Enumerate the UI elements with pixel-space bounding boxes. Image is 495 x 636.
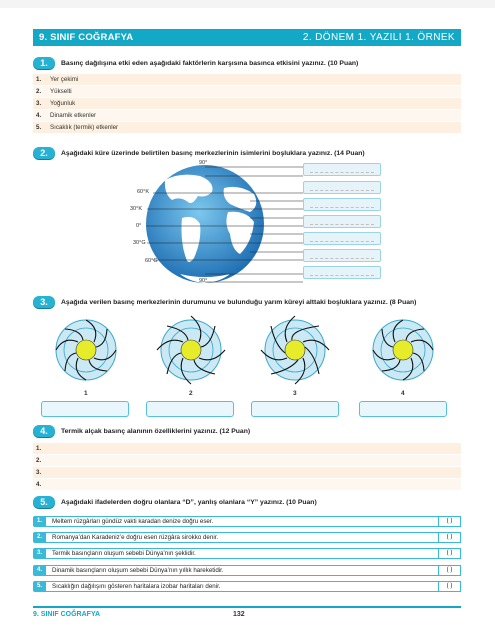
- statement-text: Sıcaklığın dağılışını gösteren haritalara izobar haritaları denir.: [46, 581, 439, 592]
- statement-number: 5.: [33, 581, 46, 592]
- statement-text: Romanya’dan Karadeniz’e doğru esen rüzgâra sirokko denir.: [46, 532, 439, 543]
- statement-text: Termik basınçların oluşum sebebi Dünya’nın şeklidir.: [46, 548, 439, 559]
- question-4: [33, 425, 250, 437]
- question-number: 5.: [33, 496, 55, 508]
- globe-figure: [120, 162, 480, 292]
- answer-blank[interactable]: [303, 215, 381, 228]
- center-label: 1: [84, 390, 88, 397]
- answer-box[interactable]: [41, 401, 129, 417]
- center-label: 4: [401, 390, 405, 397]
- lat-label: 30°K: [130, 206, 142, 212]
- page-top-strip: [0, 0, 495, 8]
- lat-label: 0°: [136, 223, 142, 229]
- statement-number: 3.: [33, 548, 46, 559]
- question-1: [33, 57, 358, 69]
- row-label: Dinamik etkenler: [50, 112, 97, 119]
- answer-box[interactable]: [146, 401, 234, 417]
- page-number: 132: [233, 611, 245, 618]
- lat-label: 90°: [199, 278, 208, 284]
- lat-label: 90°: [199, 160, 208, 166]
- statement-number: 4.: [33, 565, 46, 576]
- answer-row[interactable]: [33, 74, 461, 85]
- lat-label: 30°G: [133, 240, 146, 246]
- row-number: 5.: [36, 124, 42, 131]
- row-number: 4.: [36, 112, 42, 119]
- footer-subject: 9. SINIF COĞRAFYA: [33, 611, 101, 618]
- row-label: Yoğunluk: [50, 100, 76, 107]
- answer-row[interactable]: [33, 110, 461, 121]
- row-number: 2.: [36, 457, 42, 464]
- answer-row[interactable]: [33, 479, 461, 490]
- lat-label: 60°G: [145, 258, 158, 264]
- center-label: 3: [293, 390, 297, 397]
- answer-box[interactable]: [251, 401, 339, 417]
- answer-row[interactable]: [33, 443, 461, 454]
- row-label: Yükselti: [50, 88, 72, 95]
- question-number: 4.: [33, 425, 55, 437]
- pressure-center-3: [261, 316, 329, 384]
- statement-row: [33, 580, 461, 592]
- globe-svg: [120, 162, 480, 292]
- answer-bracket[interactable]: ( ): [439, 516, 461, 527]
- row-number: 1.: [36, 76, 42, 83]
- answer-blank[interactable]: [303, 198, 381, 211]
- answer-row[interactable]: [33, 122, 461, 133]
- pressure-center-4: [373, 320, 433, 380]
- statement-text: Dinamik basınçların oluşum sebebi Dünya’nın yıllık hareketidir.: [46, 565, 439, 576]
- answer-bracket[interactable]: ( ): [439, 532, 461, 543]
- answer-bracket[interactable]: ( ): [439, 581, 461, 592]
- pressure-center-1: [56, 320, 116, 380]
- question-text: Aşağıda verilen basınç merkezlerinin durumunu ve bulunduğu yarım küreyi alttaki boşluklara yazınız. (8 Puan): [61, 298, 417, 306]
- pressure-centers: [33, 312, 463, 422]
- question-number: 3.: [33, 296, 55, 308]
- statement-number: 1.: [33, 516, 46, 527]
- question-3: [33, 296, 416, 308]
- answer-row[interactable]: [33, 98, 461, 109]
- question-text: Aşağıdaki ifadelerden doğru olanlara “D”, yanlış olanlara “Y” yazınız. (10 Puan): [61, 498, 317, 506]
- row-label: Sıcaklık (termik) etkenler: [50, 124, 119, 131]
- statement-number: 2.: [33, 532, 46, 543]
- row-number: 2.: [36, 88, 42, 95]
- center-label: 2: [189, 390, 193, 397]
- header-exam-title: 2. DÖNEM 1. YAZILI 1. ÖRNEK: [302, 32, 455, 43]
- statement-text: Meltem rüzgârları gündüz vakti karadan denize doğru eser.: [46, 516, 439, 527]
- statement-row: [33, 531, 461, 543]
- question-number: 1.: [33, 57, 55, 69]
- answer-blank[interactable]: [303, 266, 381, 279]
- question-text: Basınç dağılışına etki eden aşağıdaki faktörlerin karşısına basınca etkisini yazınız. (10 Puan): [61, 59, 359, 67]
- answer-row[interactable]: [33, 455, 461, 466]
- row-number: 4.: [36, 481, 42, 488]
- statement-row: [33, 547, 461, 559]
- statement-row: [33, 515, 461, 527]
- question-text: Termik alçak basınç alanının özelliklerini yazınız. (12 Puan): [61, 427, 251, 435]
- row-number: 1.: [36, 445, 42, 452]
- row-number: 3.: [36, 100, 42, 107]
- answer-blank[interactable]: [303, 163, 381, 176]
- answer-bracket[interactable]: ( ): [439, 548, 461, 559]
- row-label: Yer çekimi: [50, 76, 79, 83]
- pressure-center-2: [157, 316, 225, 384]
- lat-label: 60°K: [137, 189, 149, 195]
- question-2: [33, 147, 365, 159]
- footer-divider: [33, 606, 461, 608]
- answer-row[interactable]: [33, 467, 461, 478]
- question-number: 2.: [33, 147, 55, 159]
- answer-row[interactable]: [33, 86, 461, 97]
- answer-box[interactable]: [359, 401, 447, 417]
- page-header: [33, 29, 461, 46]
- question-text: Aşağıdaki küre üzerinde belirtilen basınç merkezlerinin isimlerini boşluklara yazınız. (14 Puan): [61, 149, 365, 157]
- answer-blank[interactable]: [303, 232, 381, 245]
- statement-row: [33, 564, 461, 576]
- row-number: 3.: [36, 469, 42, 476]
- question-5: [33, 496, 317, 508]
- answer-blank[interactable]: [303, 181, 381, 194]
- header-subject: 9. SINIF COĞRAFYA: [39, 32, 134, 43]
- answer-blank[interactable]: [303, 249, 381, 262]
- answer-bracket[interactable]: ( ): [439, 565, 461, 576]
